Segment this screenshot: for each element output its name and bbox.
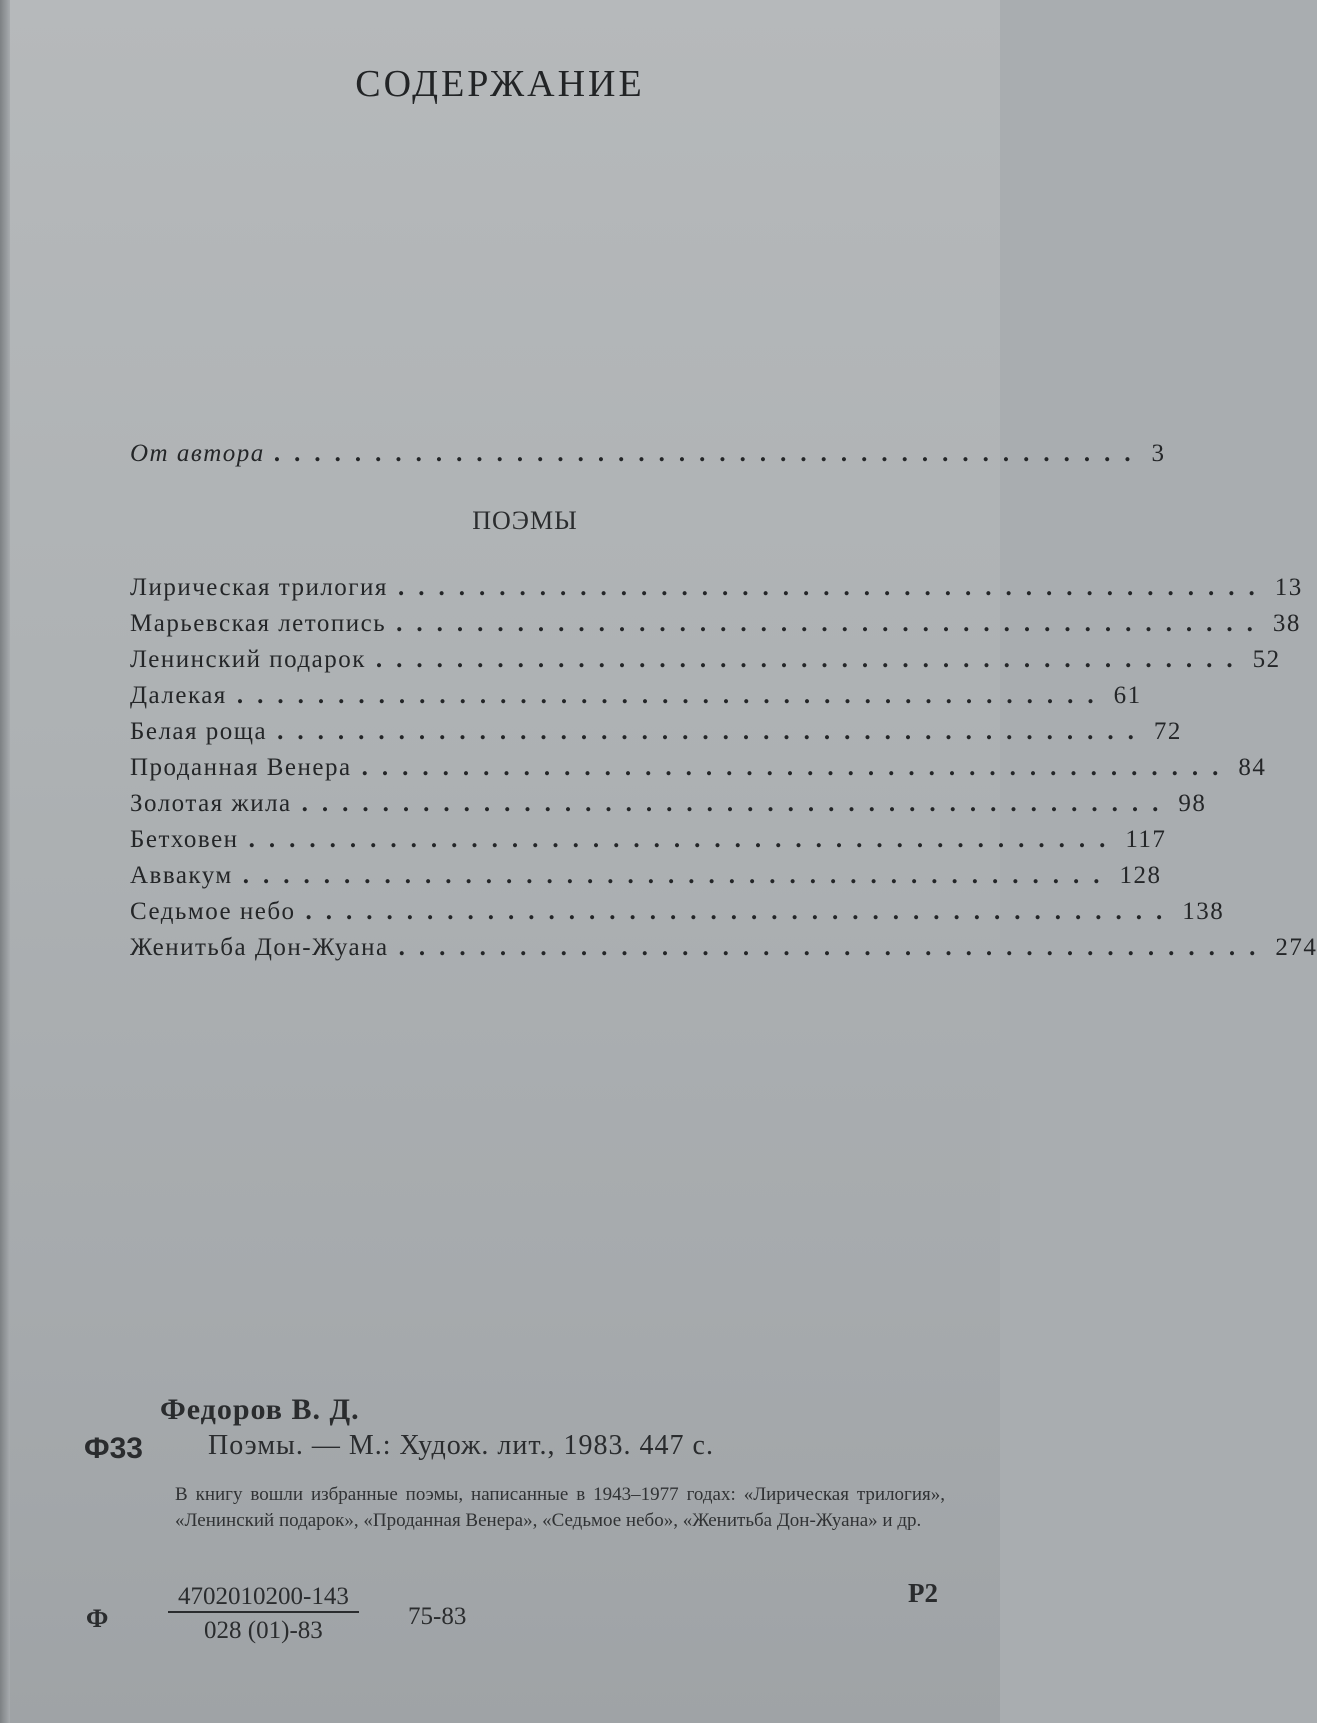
toc-page: 138: [1182, 898, 1225, 925]
toc-leader-dots: ...........................................: [361, 754, 1233, 781]
section-title: ПОЭМЫ: [472, 506, 578, 535]
classification-code: Р2: [908, 1578, 938, 1608]
toc-leader-dots: ...........................................: [248, 826, 1120, 853]
toc-page: 84: [1238, 754, 1267, 781]
toc-row-preface: [130, 432, 1166, 468]
index-numerator: 4702010200-143: [168, 1583, 359, 1613]
toc-page: 98: [1178, 790, 1207, 817]
toc-leader-dots: ...........................................: [274, 440, 1146, 467]
index-prefix: Ф: [86, 1604, 109, 1633]
contents-heading: СОДЕРЖАНИЕ: [355, 63, 645, 105]
toc-page: 13: [1274, 574, 1303, 601]
toc-row: [130, 602, 1301, 638]
index-fraction: [168, 1583, 359, 1645]
toc-title: От автора: [130, 440, 265, 467]
toc-row: [130, 746, 1267, 782]
toc-title: Бетховен: [130, 826, 239, 853]
toc-page: 117: [1125, 826, 1167, 853]
toc-leader-dots: ...........................................: [301, 790, 1173, 817]
toc-page: 61: [1113, 682, 1142, 709]
toc-leader-dots: ...........................................: [396, 610, 1267, 637]
publication-info: Поэмы. — М.: Худож. лит., 1983. 447 с.: [208, 1430, 714, 1461]
toc-leader-dots: ...........................................: [277, 718, 1148, 745]
page-edge-shadow: [0, 0, 10, 1723]
toc-page: 72: [1153, 718, 1182, 745]
toc-title: Золотая жила: [130, 790, 292, 817]
toc-title: Марьевская летопись: [130, 610, 387, 637]
bibliographic-author: Федоров В. Д.: [160, 1393, 360, 1426]
toc-row: [130, 710, 1182, 746]
toc-leader-dots: ...........................................: [305, 898, 1177, 925]
toc-leader-dots: ...........................................: [242, 862, 1114, 889]
toc-title: Белая роща: [130, 718, 268, 745]
toc-title: Женитьба Дон-Жуана: [130, 934, 389, 961]
toc-title: Аввакум: [130, 862, 233, 889]
toc-leader-dots: ...........................................: [375, 646, 1247, 673]
index-denominator: 028 (01)-83: [204, 1617, 323, 1644]
toc-page: 3: [1151, 440, 1166, 467]
toc-page: 128: [1119, 862, 1162, 889]
toc-row: [130, 926, 1317, 962]
toc-title: Седьмое небо: [130, 898, 296, 925]
toc-leader-dots: ...........................................: [397, 574, 1269, 601]
toc-page: 52: [1252, 646, 1281, 673]
toc-title: Лирическая трилогия: [130, 574, 388, 601]
toc-title: Ленинский подарок: [130, 646, 366, 673]
toc-page: 274: [1275, 934, 1317, 961]
toc-row: [130, 638, 1281, 674]
toc-row: [130, 782, 1207, 818]
toc-leader-dots: ...........................................: [398, 934, 1270, 961]
toc-row: [130, 854, 1162, 890]
annotation-text: В книгу вошли избранные поэмы, написанные в 1943–1977 годах: «Лирическая трилогия», «Ленинский подарок», «Проданная Венера», «Седьмое небо», «Женитьба Дон-Жуана» и др.: [175, 1484, 945, 1531]
toc-title: Проданная Венера: [130, 754, 352, 781]
index-suffix: 75-83: [408, 1603, 467, 1630]
library-code: Ф33: [84, 1432, 143, 1465]
toc-row: [130, 566, 1303, 602]
toc-row: [130, 890, 1225, 926]
toc-row: [130, 818, 1167, 854]
toc-leader-dots: ...........................................: [236, 682, 1108, 709]
toc-row: [130, 674, 1142, 710]
toc-page: 38: [1272, 610, 1301, 637]
toc-title: Далекая: [130, 682, 227, 709]
